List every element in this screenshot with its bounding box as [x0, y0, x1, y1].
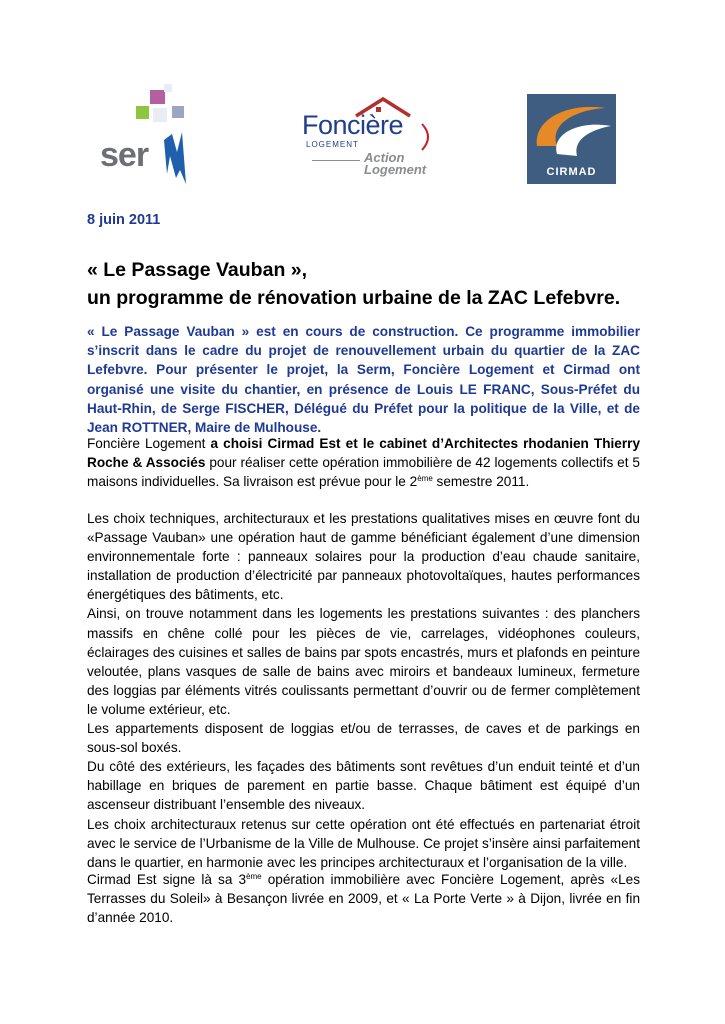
- cirmad-logo-text: CIRMAD: [546, 166, 597, 178]
- serm-m-mark: [162, 126, 188, 184]
- action-logement-line2: Logement: [364, 162, 427, 177]
- serm-square-purple: [150, 90, 165, 104]
- logo-bar: [0, 84, 725, 194]
- action-logement-line1: Action: [364, 150, 405, 165]
- serm-logo-text: ser: [100, 136, 149, 174]
- paragraph-fonciere-choice: [87, 434, 640, 491]
- title-line-1: « Le Passage Vauban »,: [87, 259, 308, 281]
- action-logement-logo: [364, 152, 426, 176]
- p1-text-a: Foncière Logement: [87, 436, 211, 451]
- cirmad-swoosh-icon: [527, 94, 616, 164]
- fonciere-logement-logo: [302, 100, 442, 186]
- paragraph-prestations: [87, 509, 640, 872]
- p1-text-c: pour réaliser cette opération immobilière de 42 logements collectifs et 5 maisons individuelles. Sa livraison est prévue pour le 2: [87, 455, 640, 490]
- p3-superscript: ème: [246, 872, 262, 881]
- serm-square-light: [153, 108, 167, 122]
- fonciere-logo-divider: [312, 160, 360, 161]
- p3-text-b: opération immobilière avec Foncière Logement, après «Les Terrasses du Soleil» à Besançon livrée en 2009, et « La Porte Verte » à Dijon, livrée en fin d’année 2010.: [87, 872, 640, 926]
- release-date: 8 juin 2011: [87, 212, 161, 228]
- title-line-2: un programme de rénovation urbaine de la ZAC Lefebvre.: [87, 287, 621, 309]
- fonciere-logo-word: Foncière: [302, 110, 404, 140]
- p1-text-d: semestre 2011.: [432, 474, 530, 490]
- fonciere-logo-logement: LOGEMENT: [306, 140, 359, 149]
- prestations-line-3: Les appartements disposent de loggias et/ou de terrasses, de caves et de parkings en sous-sol boxés.: [87, 721, 640, 756]
- cirmad-logo: [527, 94, 616, 184]
- p1-superscript: ème: [417, 474, 433, 484]
- prestations-line-5: Les choix architecturaux retenus sur cette opération ont été effectués en partenariat étroit avec le service de l’Urbanisme de la Ville de Mulhouse. Ce projet s’insère ainsi parfaitement dans le quartier, en harmonie avec les principes architecturaux et l’organisation de la ville.: [87, 816, 640, 870]
- p3-text-a: Cirmad Est signe là sa 3: [87, 872, 247, 887]
- prestations-line-2: Ainsi, on trouve notamment dans les logements les prestations suivantes : des planchers massifs en chêne collé pour les pièces de vie, carrelages, vidéophones couleurs, éclairages des cuisines et salles de bains par spots encastrés, murs et plafonds en peinture veloutée, plans vasques de salle de bains avec miroirs et bandeaux lumineux, fermeture des loggias par éléments vitrés coulissants permettant d’ouvrir ou de fermer complètement le volume extérieur, etc.: [87, 606, 640, 717]
- lead-paragraph: « Le Passage Vauban » est en cours de construction. Ce programme immobilier s’inscrit dans le cadre du projet de renouvellement urbain du quartier de la ZAC Lefebvre. Pour présenter le projet, la Serm, Foncière Logement et Cirmad ont organisé une visite du chantier, en présence de Louis LE FRANC, Sous-Préfet du Haut-Rhin, de Serge FISCHER, Délégué du Préfet pour la politique de la Ville, et de Jean ROTTNER, Maire de Mulhouse.: [87, 324, 640, 436]
- serm-square-blue: [172, 106, 184, 118]
- page-title: [87, 256, 640, 312]
- prestations-line-4: Du côté des extérieurs, les façades des bâtiments sont revêtues d’un enduit teinté et d’un habillage en briques de parement en partie basse. Chaque bâtiment est équipé d’un ascenseur distribuant l’ensemble des niveaux.: [87, 759, 640, 813]
- p1-bold-text: a choisi Cirmad Est et le cabinet d’Architectes rhodanien Thierry Roche & Associés: [87, 436, 641, 471]
- action-logement-arc-icon: [420, 122, 434, 152]
- serm-logo: [96, 84, 196, 189]
- prestations-line-1: Les choix techniques, architecturaux et les prestations qualitatives mises en œuvre font du «Passage Vauban» une opération haut de gamme bénéficiant également d’une dimension environnementale forte : panneaux solaires pour la production d’eau chaude sanitaire, installation de production d’électricité par panneaux photovoltaïques, hautes performances énergétiques des bâtiments, etc.: [87, 511, 640, 603]
- paragraph-cirmad: [87, 870, 640, 927]
- serm-square-small: [164, 84, 172, 92]
- serm-square-green: [136, 106, 149, 119]
